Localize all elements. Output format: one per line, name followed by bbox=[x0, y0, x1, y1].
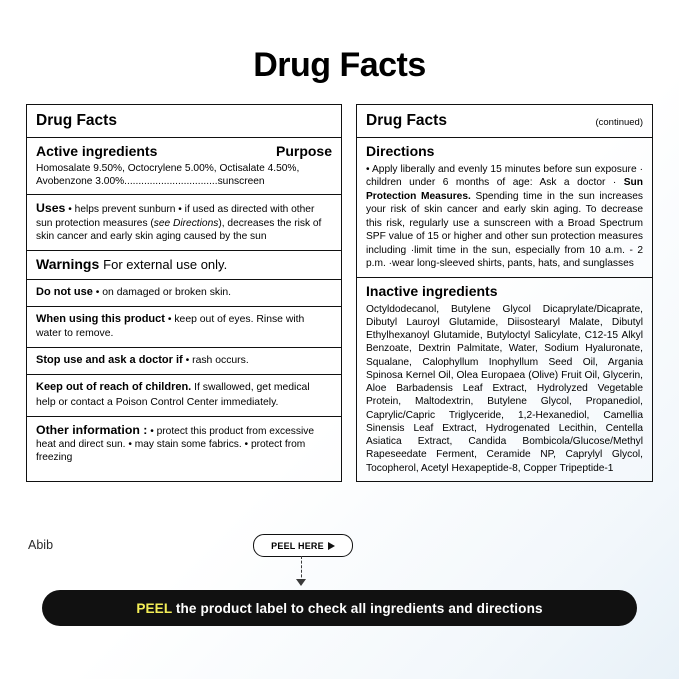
directions-heading: Directions bbox=[366, 143, 435, 159]
inactive-ingredients-heading: Inactive ingredients bbox=[366, 283, 498, 299]
peel-banner-text bbox=[136, 601, 542, 616]
when-using-section bbox=[27, 307, 341, 348]
keep-out-of-reach-section bbox=[27, 375, 341, 416]
uses-see-directions: see Directions bbox=[153, 217, 219, 229]
purpose-heading: Purpose bbox=[275, 143, 332, 159]
peel-banner-rest: the product label to check all ingredients and directions bbox=[172, 600, 543, 616]
peel-here-button[interactable] bbox=[253, 534, 353, 557]
right-panel-header bbox=[357, 105, 652, 138]
brand-name: Abib bbox=[28, 538, 54, 552]
arrow-right-icon bbox=[328, 542, 335, 550]
sun-protection-measures-bold: Sun Protection Measures. bbox=[366, 177, 643, 202]
keep-out-label: Keep out of reach of children. bbox=[36, 381, 192, 394]
continued-label: (continued) bbox=[595, 117, 643, 128]
directions-body-1: • Apply liberally and evenly 15 minutes before sun exposure · children under 6 months of age: Ask a doctor · bbox=[366, 163, 643, 189]
uses-heading: Uses bbox=[36, 201, 66, 216]
page-title: Drug Facts bbox=[253, 46, 426, 84]
warnings-subheading: For external use only. bbox=[103, 256, 228, 272]
directions-section bbox=[357, 138, 652, 278]
active-ingredients-section bbox=[27, 138, 341, 195]
drug-facts-panels bbox=[0, 82, 679, 482]
when-using-body: • keep out of eyes. Rinse with water to remove. bbox=[36, 314, 305, 340]
do-not-use-section bbox=[27, 280, 341, 307]
peel-banner-highlight: PEEL bbox=[136, 600, 173, 616]
left-panel-header bbox=[27, 105, 341, 138]
do-not-use-body: • on damaged or broken skin. bbox=[95, 287, 232, 299]
other-information-section bbox=[27, 417, 341, 471]
warnings-section bbox=[27, 251, 341, 281]
inactive-ingredients-section bbox=[357, 278, 652, 481]
other-information-body: • protect this product from excessive heat and direct sun. • may stain some fabrics. • protect from freezing bbox=[36, 425, 315, 464]
warnings-heading: Warnings bbox=[36, 255, 100, 272]
stop-use-section bbox=[27, 348, 341, 375]
uses-body-1: • helps prevent sunburn • if used as directed with other sun protection measures ( bbox=[36, 204, 315, 229]
peel-banner bbox=[42, 590, 637, 626]
when-using-label: When using this product bbox=[36, 313, 165, 326]
other-information-heading: Other information : bbox=[36, 422, 148, 437]
right-panel-title: Drug Facts bbox=[366, 112, 447, 129]
right-drug-facts-panel bbox=[356, 104, 653, 482]
do-not-use-label: Do not use bbox=[36, 286, 93, 299]
peel-here-label: PEEL HERE bbox=[271, 540, 324, 551]
left-drug-facts-panel bbox=[26, 104, 342, 482]
stop-use-body: • rash occurs. bbox=[185, 355, 249, 367]
directions-body-2: Spending time in the sun increases your risk of skin cancer and early skin aging. To decrease this risk, regularly use a sunscreen with a Broad Spectrum SPF value of 15 or higher and other sun protection measures including ·limit time in the sun, especially from 10 a.m. - 2 p.m. ·wear long-sleeved shirts, pants, hats, and sunglasses bbox=[366, 190, 643, 270]
active-ingredients-heading: Active ingredients bbox=[36, 143, 158, 159]
left-panel-title: Drug Facts bbox=[36, 112, 117, 129]
uses-section bbox=[27, 195, 341, 250]
keep-out-body: If swallowed, get medical help or contact a Poison Control Center immediately. bbox=[36, 382, 310, 408]
stop-use-label: Stop use and ask a doctor if bbox=[36, 354, 183, 367]
arrow-down-icon bbox=[296, 579, 306, 586]
active-ingredients-body: Homosalate 9.50%, Octocrylene 5.00%, Octisalate 4.50%, Avobenzone 3.00%.................................sunscreen bbox=[36, 162, 300, 187]
uses-body-2: ), decreases the risk of skin cancer and early skin aging caused by the sun bbox=[36, 217, 322, 243]
inactive-ingredients-body: Octyldodecanol, Butylene Glycol Dicaprylate/Dicaprate, Dibutyl Lauroyl Glutamide, Diisostearyl Malate, Dibutyl Ethylhexanoyl Glutamide, Butyloctyl Salicylate, C12-15 Alkyl Benzoate, Dextrin Palmitate, Water, Sodium Hyaluronate, Squalane, Calophyllum Inophyllum Seed Oil, Argania Spinosa Kernel Oil, Olea Europaea (Olive) Fruit Oil, Glycerin, Aloe Barbadensis Leaf Extract, Hydrolyzed Vegetable Protein, Maltodextrin, Butylene Glycol, Propanediol, Caprylic/Capric Triglyceride, 1,2-Hexanediol, Camellia Sinensis Leaf Extract, Hydrogenated Lecithin, Centella Asiatica Extract, Candida Bombicola/Glucose/Methyl Rapeseedate Ferment, Ceramide NP, Caprylyl Glycol, Tocopherol, Acetyl Hexapeptide-8, Copper Tripeptide-1 bbox=[366, 303, 643, 474]
